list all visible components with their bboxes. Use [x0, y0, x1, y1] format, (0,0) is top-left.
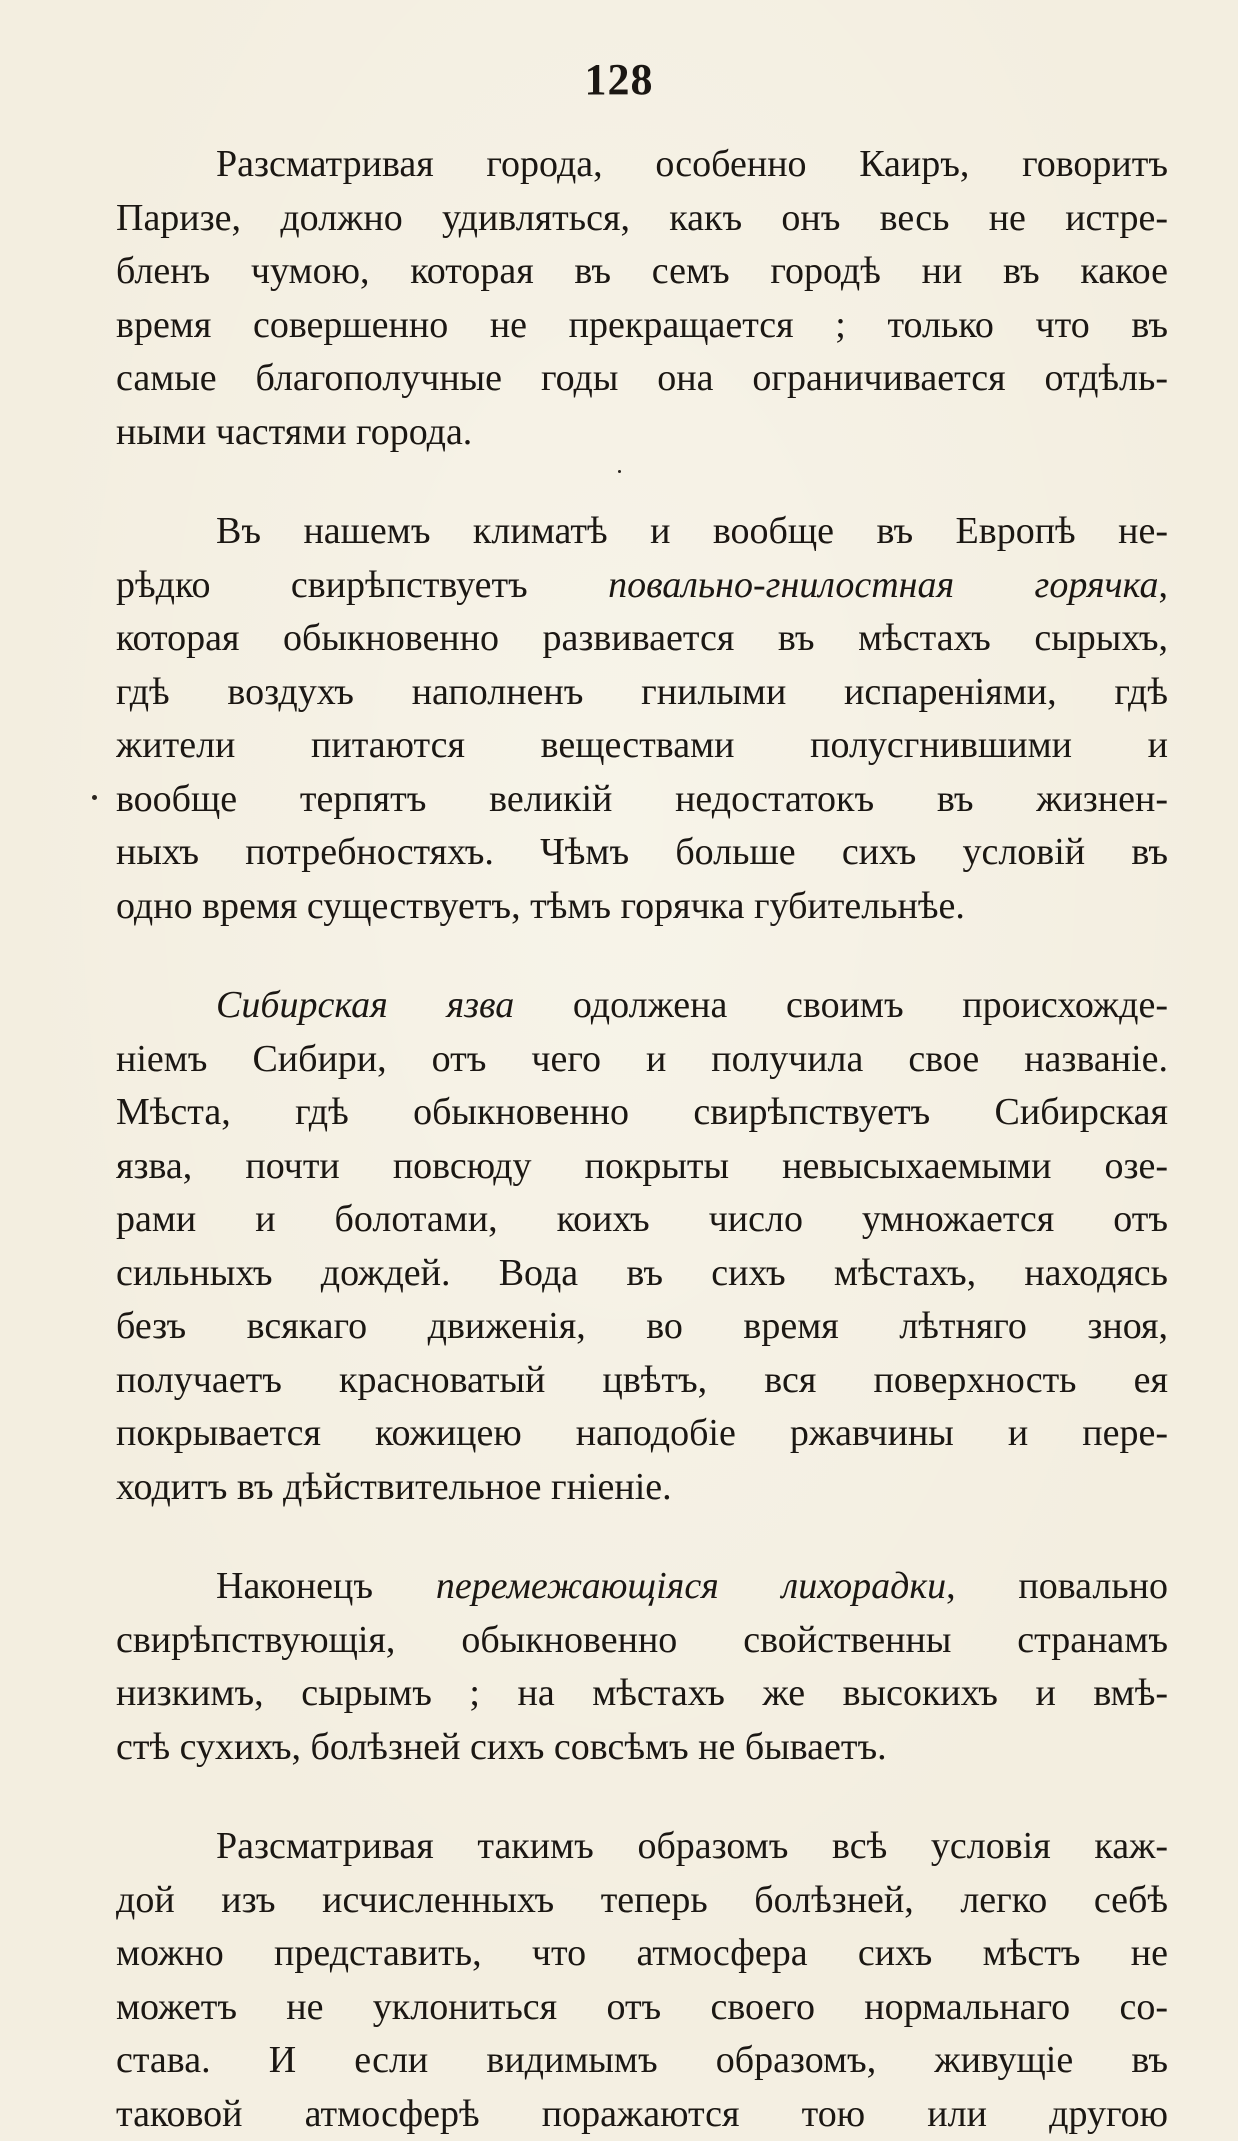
text-line: покрывается кожицею наподобіе ржавчины и пере- — [116, 1407, 1168, 1461]
page-number: 128 — [0, 54, 1238, 105]
text-line: Разсматривая такимъ образомъ всѣ условія каж- — [116, 1820, 1168, 1874]
text-line: жители питаются веществами полусгнившими и — [116, 719, 1168, 773]
text-line: Разсматривая города, особенно Каиръ, говоритъ — [116, 138, 1168, 192]
text-line: Сибирская язва одолжена своимъ происхожде- — [116, 979, 1168, 1033]
text-line: одно время существуетъ, тѣмъ горячка губительнѣе. — [116, 880, 1168, 934]
text-line: Паризе, должно удивляться, какъ онъ весь не истре- — [116, 192, 1168, 246]
paragraph-2 — [116, 505, 1168, 933]
text-line: рѣдко свирѣпствуетъ повально-гнилостная горячка, — [116, 559, 1168, 613]
text-line: низкимъ, сырымъ ; на мѣстахъ же высокихъ и вмѣ- — [116, 1667, 1168, 1721]
text-line: рами и болотами, коихъ число умножается отъ — [116, 1193, 1168, 1247]
text-line: можно представить, что атмосфера сихъ мѣстъ не — [116, 1927, 1168, 1981]
text-line: ныхъ потребностяхъ. Чѣмъ больше сихъ условій въ — [116, 826, 1168, 880]
text-line: Мѣста, гдѣ обыкновенно свирѣпствуетъ Сибирская — [116, 1086, 1168, 1140]
italic-term: перемежающіяся лихорадки — [436, 1565, 946, 1607]
text-line: время совершенно не прекращается ; только что въ — [116, 299, 1168, 353]
text-line: дой изъ исчисленныхъ теперь болѣзней, легко себѣ — [116, 1874, 1168, 1928]
text-line: Въ нашемъ климатѣ и вообще въ Европѣ не- — [116, 505, 1168, 559]
text-line: стѣ сухихъ, болѣзней сихъ совсѣмъ не бываетъ. — [116, 1721, 1168, 1775]
text-line: ходитъ въ дѣйствительное гніеніе. — [116, 1461, 1168, 1515]
paragraph-4 — [116, 1560, 1168, 1774]
text-line: безъ всякаго движенія, во время лѣтняго зноя, — [116, 1300, 1168, 1354]
paragraph-1 — [116, 138, 1168, 459]
italic-term: повально-гнилостная горячка — [608, 564, 1158, 606]
stray-ink-mark — [92, 795, 97, 800]
text-line: Наконецъ перемежающіяся лихорадки, повально — [116, 1560, 1168, 1614]
text-line: можетъ не уклониться отъ своего нормальнаго со- — [116, 1981, 1168, 2035]
text-line: ными частями города. — [116, 406, 1168, 460]
text-line: става. И если видимымъ образомъ, живущіе въ — [116, 2034, 1168, 2088]
text-line: свирѣпствующія, обыкновенно свойственны странамъ — [116, 1614, 1168, 1668]
text-line: вообще терпятъ великій недостатокъ въ жизнен- — [116, 773, 1168, 827]
body-text — [116, 138, 1168, 2141]
text-line: которая обыкновенно развивается въ мѣстахъ сырыхъ, — [116, 612, 1168, 666]
italic-term: Сибирская язва — [216, 984, 514, 1026]
paragraph-3 — [116, 979, 1168, 1514]
text-line: получаетъ красноватый цвѣтъ, вся поверхность ея — [116, 1354, 1168, 1408]
text-line: ніемъ Сибири, отъ чего и получила свое названіе. — [116, 1033, 1168, 1087]
text-line: таковой атмосферѣ поражаются тою или другою — [116, 2088, 1168, 2141]
paragraph-5 — [116, 1820, 1168, 2141]
text-line: сильныхъ дождей. Вода въ сихъ мѣстахъ, находясь — [116, 1247, 1168, 1301]
text-line: гдѣ воздухъ наполненъ гнилыми испареніями, гдѣ — [116, 666, 1168, 720]
text-line: самые благополучные годы она ограничивается отдѣль- — [116, 352, 1168, 406]
text-line: язва, почти повсюду покрыты невысыхаемыми озе- — [116, 1140, 1168, 1194]
text-line: бленъ чумою, которая въ семъ городѣ ни въ какое — [116, 245, 1168, 299]
stray-ink-mark — [618, 470, 621, 473]
